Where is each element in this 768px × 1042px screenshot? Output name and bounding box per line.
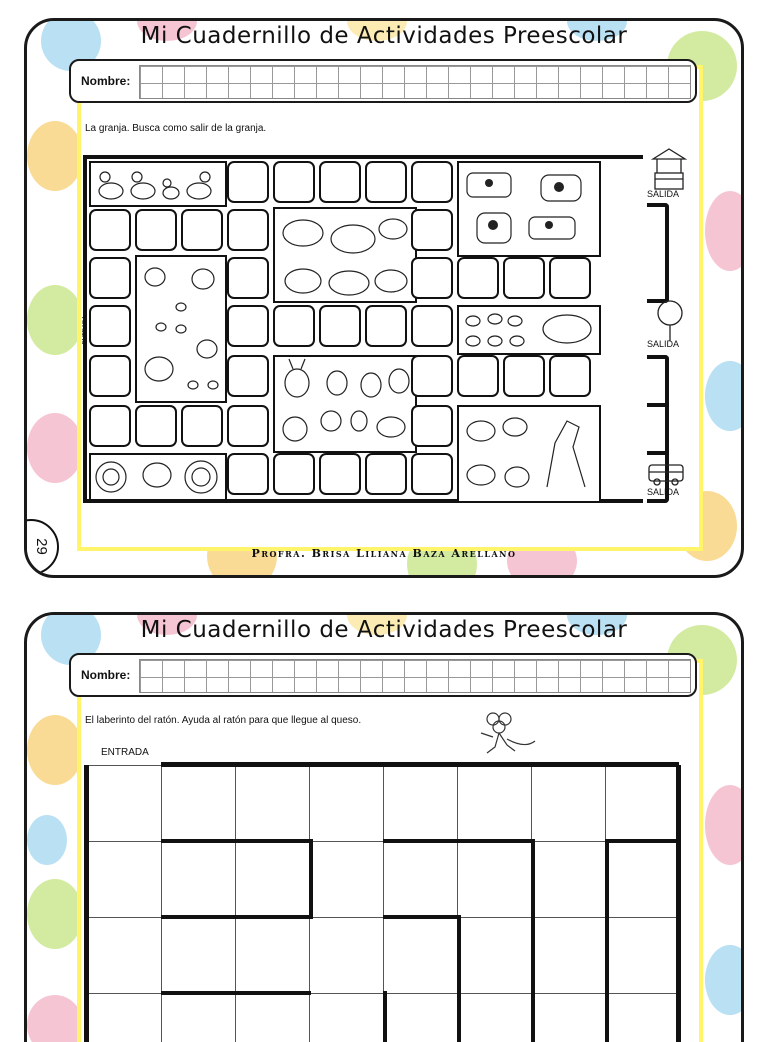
decor-dot	[27, 285, 83, 355]
chickens-picture	[135, 255, 227, 403]
ducks-icon	[91, 163, 225, 205]
cows-icon	[459, 163, 599, 255]
decor-dot	[705, 785, 744, 865]
page-number: 29	[32, 538, 50, 555]
turkeys-icon	[91, 455, 225, 499]
mouse-icon	[473, 709, 539, 757]
maze-wall	[531, 839, 535, 1042]
worksheet-page-mouse-maze	[24, 612, 744, 1042]
maze-cell[interactable]	[135, 209, 177, 251]
maze-cell[interactable]	[135, 405, 177, 447]
maze-cell[interactable]	[319, 453, 361, 495]
instructions: La granja. Busca como salir de la granja.	[85, 123, 267, 134]
maze-cell[interactable]	[411, 209, 453, 251]
maze-wall	[676, 765, 681, 1042]
exit-label-1: SALIDA	[647, 189, 680, 199]
name-label: Nombre:	[81, 668, 131, 682]
instructions: El laberinto del ratón. Ayuda al ratón para que llegue al queso.	[85, 715, 362, 726]
maze-cell[interactable]	[227, 355, 269, 397]
maze-cell[interactable]	[319, 161, 361, 203]
entrance-label: ENTRADA	[101, 747, 149, 758]
decor-dot	[705, 945, 744, 1015]
page-title: Mi Cuadernillo de Actividades Preescolar	[140, 23, 628, 49]
maze-cell[interactable]	[273, 453, 315, 495]
name-writing-grid[interactable]	[139, 659, 691, 693]
maze-wall	[84, 765, 89, 1042]
horses-icon	[459, 407, 599, 501]
pigs-picture	[457, 305, 601, 355]
page-title: Mi Cuadernillo de Actividades Preescolar	[140, 617, 628, 643]
decor-dot	[27, 995, 83, 1042]
rabbits-icon	[275, 357, 415, 451]
decor-dot	[27, 413, 83, 483]
decor-dot	[27, 715, 83, 785]
exit-door-1	[647, 203, 669, 303]
name-field[interactable]	[69, 653, 697, 697]
decor-dot	[27, 879, 83, 949]
turkeys-picture	[89, 453, 227, 501]
maze-cell[interactable]	[227, 257, 269, 299]
decor-dot	[705, 191, 744, 271]
maze-cell[interactable]	[411, 257, 453, 299]
maze-cell[interactable]	[549, 355, 591, 397]
name-label: Nombre:	[81, 74, 131, 88]
entrance-label: ENTRADA	[82, 315, 89, 345]
maze-grid-line	[161, 765, 162, 1042]
maze-cell[interactable]	[411, 355, 453, 397]
maze-cell[interactable]	[411, 453, 453, 495]
maze-cell[interactable]	[181, 405, 223, 447]
maze-wall	[605, 839, 609, 1042]
maze-cell[interactable]	[411, 161, 453, 203]
maze-wall	[457, 915, 461, 1042]
maze-cell[interactable]	[89, 305, 131, 347]
maze-cell[interactable]	[89, 355, 131, 397]
maze-wall	[161, 839, 311, 843]
maze-cell[interactable]	[227, 405, 269, 447]
bus-icon	[647, 461, 687, 487]
maze-wall	[383, 839, 535, 843]
maze-cell[interactable]	[365, 453, 407, 495]
maze-cell[interactable]	[319, 305, 361, 347]
sheep-picture	[273, 207, 417, 303]
maze-cell[interactable]	[273, 305, 315, 347]
decor-dot	[27, 815, 67, 865]
maze-cell[interactable]	[457, 355, 499, 397]
maze-cell[interactable]	[503, 355, 545, 397]
exit-label-3: SALIDA	[647, 487, 680, 497]
maze-cell[interactable]	[411, 305, 453, 347]
author-credit: Profra. Brisa Liliana Baza Arellano	[251, 547, 517, 560]
maze-cell[interactable]	[549, 257, 591, 299]
rabbits-picture	[273, 355, 417, 453]
maze-cell[interactable]	[365, 161, 407, 203]
maze-cell[interactable]	[227, 453, 269, 495]
maze-wall	[383, 915, 459, 919]
maze-wall	[161, 762, 679, 767]
pigs-icon	[459, 307, 599, 353]
maze-cell[interactable]	[89, 209, 131, 251]
maze-cell[interactable]	[89, 405, 131, 447]
maze-cell[interactable]	[273, 161, 315, 203]
horses-picture	[457, 405, 601, 503]
well-icon	[647, 145, 691, 191]
maze-cell[interactable]	[457, 257, 499, 299]
maze-wall	[161, 991, 311, 995]
maze-cell[interactable]	[365, 305, 407, 347]
cows-picture	[457, 161, 601, 257]
maze-cell[interactable]	[411, 405, 453, 447]
exit-label-2: SALIDA	[647, 339, 680, 349]
maze-cell[interactable]	[227, 209, 269, 251]
maze-cell[interactable]	[227, 161, 269, 203]
farm-maze[interactable]	[83, 155, 643, 503]
worksheet-page-29	[24, 18, 744, 578]
maze-wall	[605, 839, 681, 843]
maze-grid-line	[235, 765, 236, 1042]
chickens-icon	[137, 257, 225, 401]
name-field[interactable]	[69, 59, 697, 103]
decor-dot	[705, 361, 744, 431]
maze-cell[interactable]	[89, 257, 131, 299]
maze-cell[interactable]	[227, 305, 269, 347]
maze-cell[interactable]	[181, 209, 223, 251]
decor-dot	[27, 121, 83, 191]
maze-wall	[383, 991, 387, 1042]
sheep-icon	[275, 209, 415, 301]
maze-wall	[309, 839, 313, 917]
maze-cell[interactable]	[503, 257, 545, 299]
tree-icon	[653, 299, 687, 343]
ducks-picture	[89, 161, 227, 207]
name-writing-grid[interactable]	[139, 65, 691, 99]
maze-wall	[161, 915, 313, 919]
